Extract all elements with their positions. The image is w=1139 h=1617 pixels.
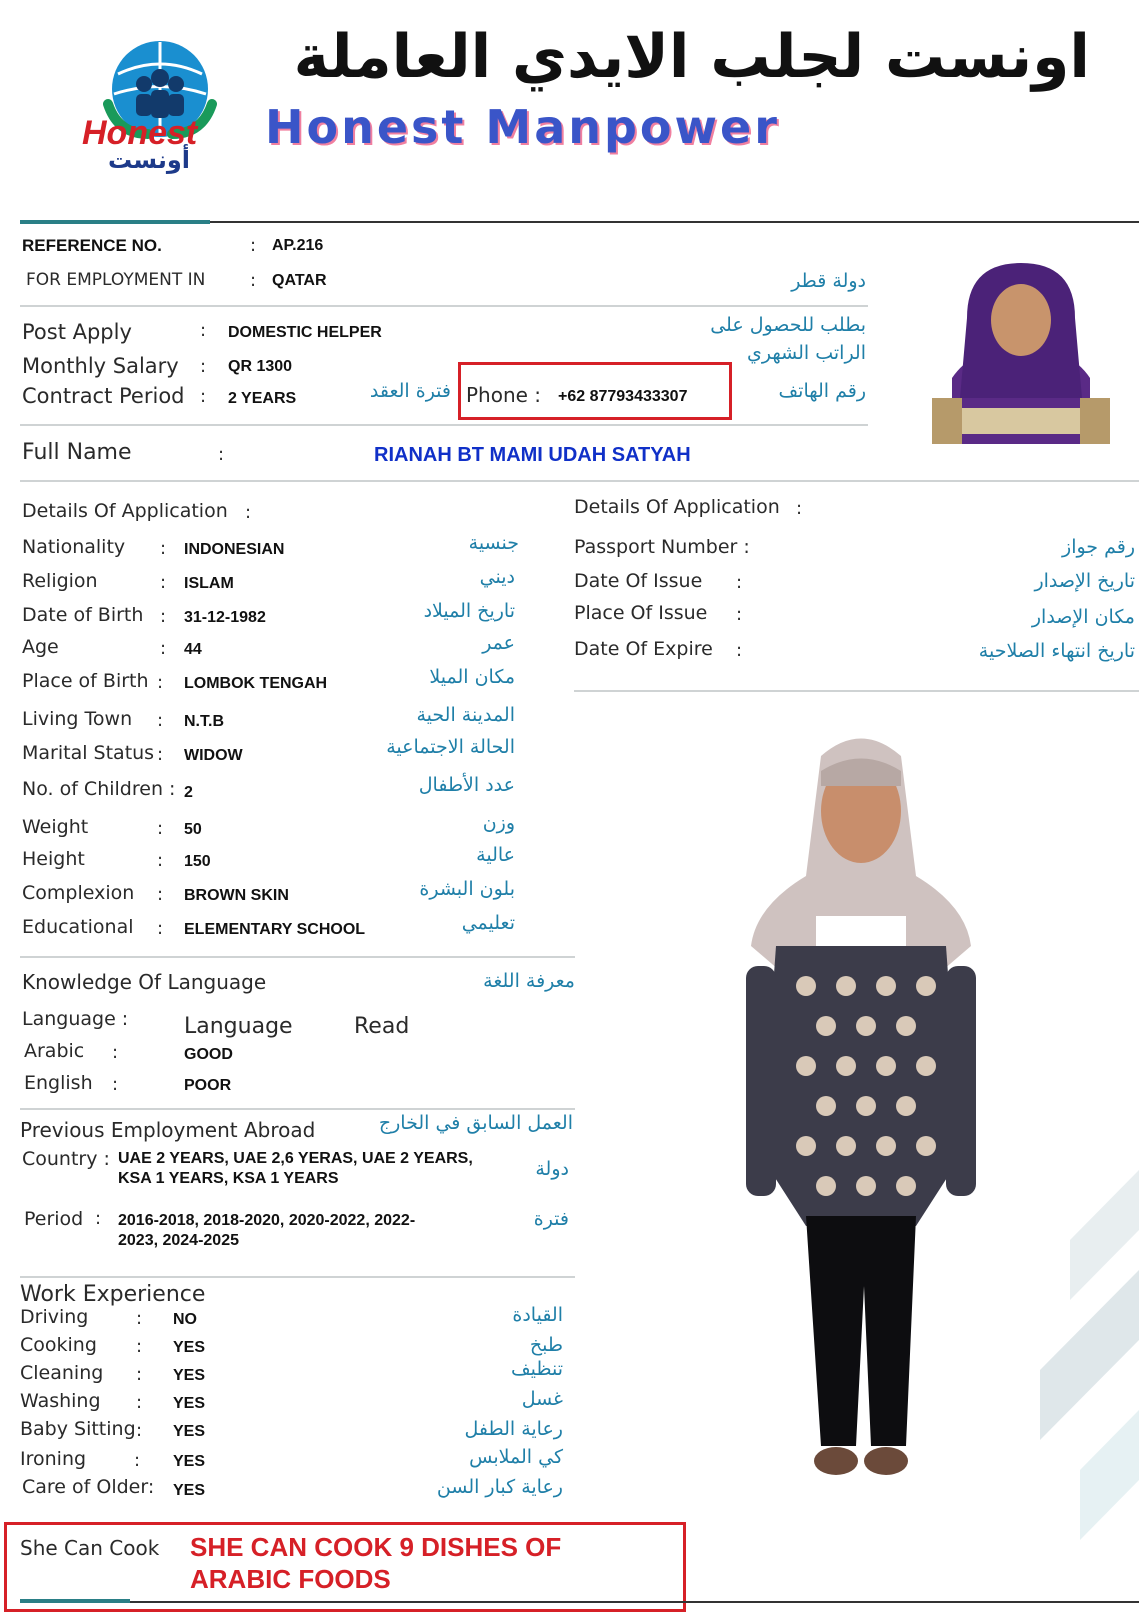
header-accent xyxy=(20,220,210,224)
cooking-label: Cooking xyxy=(20,1334,97,1356)
care-of-older-arabic: رعاية كبار السن xyxy=(436,1476,563,1498)
application-right-colon: : xyxy=(796,498,803,519)
language-column-header: Language xyxy=(184,1014,293,1039)
country-label: Country : xyxy=(22,1148,110,1170)
title-english: Honest Manpower xyxy=(265,100,780,154)
living-town-value: N.T.B xyxy=(184,713,224,730)
date-of-expire-label: Date Of Expire xyxy=(574,638,713,660)
english-language-label: English xyxy=(24,1072,93,1094)
living-town-label: Living Town xyxy=(22,708,133,730)
row-colon: : xyxy=(157,850,164,871)
educational-label: Educational xyxy=(22,916,134,938)
place-of-birth-value: LOMBOK TENGAH xyxy=(184,675,328,692)
date-of-issue-arabic: تاريخ الإصدار xyxy=(1034,570,1135,592)
cooking-arabic: طبخ xyxy=(529,1334,563,1356)
salary-colon: : xyxy=(200,356,207,377)
date-of-issue-label: Date Of Issue xyxy=(574,570,703,592)
cook-label: She Can Cook xyxy=(20,1536,160,1560)
cook-line-1: SHE CAN COOK 9 DISHES OF xyxy=(190,1532,562,1562)
footer-accent xyxy=(20,1599,130,1603)
children-label: No. of Children : xyxy=(22,778,176,800)
dob-arabic: تاريخ الميلاد xyxy=(423,600,515,622)
row-colon: : xyxy=(160,638,167,659)
row-colon: : xyxy=(157,884,164,905)
dob-label: Date of Birth xyxy=(22,604,144,626)
row-colon: : xyxy=(112,1074,119,1095)
baby-sitting-value: YES xyxy=(173,1423,206,1440)
complexion-arabic: بلون البشرة xyxy=(419,878,515,900)
row-colon: : xyxy=(160,572,167,593)
age-arabic: عمر xyxy=(482,632,515,654)
employment-label: FOR EMPLOYMENT IN xyxy=(26,270,206,290)
application-left-colon: : xyxy=(245,502,252,523)
ironing-arabic: كي الملابس xyxy=(469,1446,563,1468)
educational-arabic: تعليمي xyxy=(461,912,515,934)
washing-label: Washing xyxy=(20,1390,101,1412)
previous-title: Previous Employment Abroad xyxy=(20,1118,316,1142)
driving-value: NO xyxy=(173,1311,197,1328)
post-divider xyxy=(20,424,868,426)
educational-value: ELEMENTARY SCHOOL xyxy=(184,921,366,938)
cleaning-label: Cleaning xyxy=(20,1362,104,1384)
driving-label: Driving xyxy=(20,1306,89,1328)
row-colon: : xyxy=(157,672,164,693)
application-left-title: Details Of Application xyxy=(22,500,228,522)
previous-title-arabic: العمل السابق في الخارج xyxy=(378,1112,573,1134)
place-of-birth-label: Place of Birth xyxy=(22,670,149,692)
post-label: Post Apply xyxy=(22,320,132,344)
reference-colon: : xyxy=(250,235,257,256)
period-line-2: 2023, 2024-2025 xyxy=(118,1232,239,1249)
care-of-older-value: YES xyxy=(173,1482,206,1499)
full-name-colon: : xyxy=(218,444,225,465)
reference-label: REFERENCE NO. xyxy=(22,236,162,255)
weight-arabic: وزن xyxy=(482,812,515,834)
row-colon: : xyxy=(157,918,164,939)
row-colon: : xyxy=(134,1450,141,1471)
place-of-issue-arabic: مكان الإصدار xyxy=(1031,606,1135,628)
complexion-label: Complexion xyxy=(22,882,135,904)
row-colon: : xyxy=(95,1208,102,1229)
passport-label: Passport Number : xyxy=(574,536,750,558)
baby-sitting-label: Baby Sitting xyxy=(20,1418,136,1440)
english-language-level: POOR xyxy=(184,1077,232,1094)
marital-status-label: Marital Status xyxy=(22,742,155,764)
full-name-label: Full Name xyxy=(22,440,132,465)
details-divider xyxy=(20,956,575,958)
title-arabic: اونست لجلب الايدي العاملة xyxy=(293,22,1090,92)
cooking-value: YES xyxy=(173,1339,206,1356)
place-of-birth-arabic: مكان الميلا xyxy=(429,666,515,688)
driving-arabic: القيادة xyxy=(512,1304,563,1326)
post-colon: : xyxy=(200,320,207,341)
full-name-value: RIANAH BT MAMI UDAH SATYAH xyxy=(374,444,691,466)
row-colon: : xyxy=(736,572,743,593)
reference-value: AP.216 xyxy=(272,237,324,254)
row-colon: : xyxy=(112,1042,119,1063)
reference-divider xyxy=(20,305,868,307)
row-colon: : xyxy=(157,744,164,765)
footer-divider xyxy=(20,1601,1139,1603)
language-title: Knowledge Of Language xyxy=(22,970,267,994)
ironing-value: YES xyxy=(173,1453,206,1470)
ironing-label: Ironing xyxy=(20,1448,87,1470)
age-label: Age xyxy=(22,636,59,658)
cleaning-value: YES xyxy=(173,1367,206,1384)
care-of-older-label: Care of Older: xyxy=(22,1476,155,1498)
dob-value: 31-12-1982 xyxy=(184,609,266,626)
application-right-divider xyxy=(574,690,1139,692)
complexion-value: BROWN SKIN xyxy=(184,887,289,904)
period-line-1: 2016-2018, 2018-2020, 2020-2022, 2022- xyxy=(118,1212,416,1229)
height-arabic: عالية xyxy=(476,844,515,866)
logo-text: Honest xyxy=(82,114,198,152)
row-colon: : xyxy=(136,1308,143,1329)
contract-colon: : xyxy=(200,386,207,407)
row-colon: : xyxy=(136,1336,143,1357)
place-of-issue-label: Place Of Issue xyxy=(574,602,708,624)
passport-arabic: رقم جواز xyxy=(1062,536,1135,558)
candidate-portrait xyxy=(932,258,1110,444)
cleaning-arabic: تنظيف xyxy=(510,1358,563,1380)
salary-label: Monthly Salary xyxy=(22,354,179,378)
employment-arabic: دولة قطر xyxy=(791,270,866,292)
salary-value: QR 1300 xyxy=(228,358,293,375)
arabic-language-label: Arabic xyxy=(24,1040,85,1062)
language-title-arabic: معرفة اللغة xyxy=(483,970,575,992)
candidate-full-body-photo xyxy=(716,726,1006,1506)
company-logo xyxy=(78,34,238,174)
children-value: 2 xyxy=(184,784,193,801)
previous-divider xyxy=(20,1276,575,1278)
age-value: 44 xyxy=(184,641,202,658)
row-colon: : xyxy=(736,604,743,625)
work-title: Work Experience xyxy=(20,1282,206,1307)
row-colon: : xyxy=(160,606,167,627)
religion-value: ISLAM xyxy=(184,575,234,592)
row-colon: : xyxy=(736,640,743,661)
row-colon: : xyxy=(136,1364,143,1385)
height-value: 150 xyxy=(184,853,211,870)
post-arabic: بطلب للحصول على xyxy=(710,314,866,336)
weight-label: Weight xyxy=(22,816,89,838)
nationality-label: Nationality xyxy=(22,536,126,558)
washing-value: YES xyxy=(173,1395,206,1412)
row-colon: : xyxy=(136,1392,143,1413)
weight-value: 50 xyxy=(184,821,202,838)
cook-line-2: ARABIC FOODS xyxy=(190,1564,391,1594)
application-right-title: Details Of Application xyxy=(574,496,780,518)
country-arabic: دولة xyxy=(535,1158,569,1180)
post-value: DOMESTIC HELPER xyxy=(228,324,382,341)
phone-label: Phone : xyxy=(466,383,542,407)
contract-arabic: فترة العقد xyxy=(369,380,451,402)
religion-arabic: ديني xyxy=(479,566,515,588)
full-name-divider xyxy=(20,480,1139,482)
row-colon: : xyxy=(160,538,167,559)
employment-value: QATAR xyxy=(272,272,327,289)
marital-status-value: WIDOW xyxy=(184,747,243,764)
marital-status-arabic: الحالة الاجتماعية xyxy=(386,736,515,758)
children-arabic: عدد الأطفال xyxy=(418,774,515,796)
contract-label: Contract Period xyxy=(22,384,185,408)
period-label: Period xyxy=(24,1208,84,1230)
read-column-header: Read xyxy=(354,1014,410,1039)
language-divider xyxy=(20,1108,575,1110)
arabic-language-level: GOOD xyxy=(184,1046,233,1063)
row-colon: : xyxy=(157,710,164,731)
language-label: Language : xyxy=(22,1008,129,1030)
row-colon: : xyxy=(136,1420,143,1441)
logo-arabic: أونست xyxy=(108,146,190,174)
living-town-arabic: المدينة الحية xyxy=(416,704,515,726)
nationality-value: INDONESIAN xyxy=(184,541,285,558)
period-arabic: فترة xyxy=(533,1208,569,1230)
baby-sitting-arabic: رعاية الطفل xyxy=(464,1418,563,1440)
employment-colon: : xyxy=(250,270,257,291)
country-line-1: UAE 2 YEARS, UAE 2,6 YERAS, UAE 2 YEARS, xyxy=(118,1150,473,1167)
salary-arabic: الراتب الشهري xyxy=(747,342,866,364)
row-colon: : xyxy=(157,818,164,839)
height-label: Height xyxy=(22,848,85,870)
religion-label: Religion xyxy=(22,570,98,592)
phone-value: +62 87793433307 xyxy=(558,388,688,405)
nationality-arabic: جنسية xyxy=(468,532,519,554)
country-line-2: KSA 1 YEARS, KSA 1 YEARS xyxy=(118,1170,339,1187)
date-of-expire-arabic: تاريخ انتهاء الصلاحية xyxy=(978,640,1135,662)
washing-arabic: غسل xyxy=(521,1388,563,1410)
phone-arabic: رقم الهاتف xyxy=(778,380,866,402)
contract-value: 2 YEARS xyxy=(228,390,297,407)
